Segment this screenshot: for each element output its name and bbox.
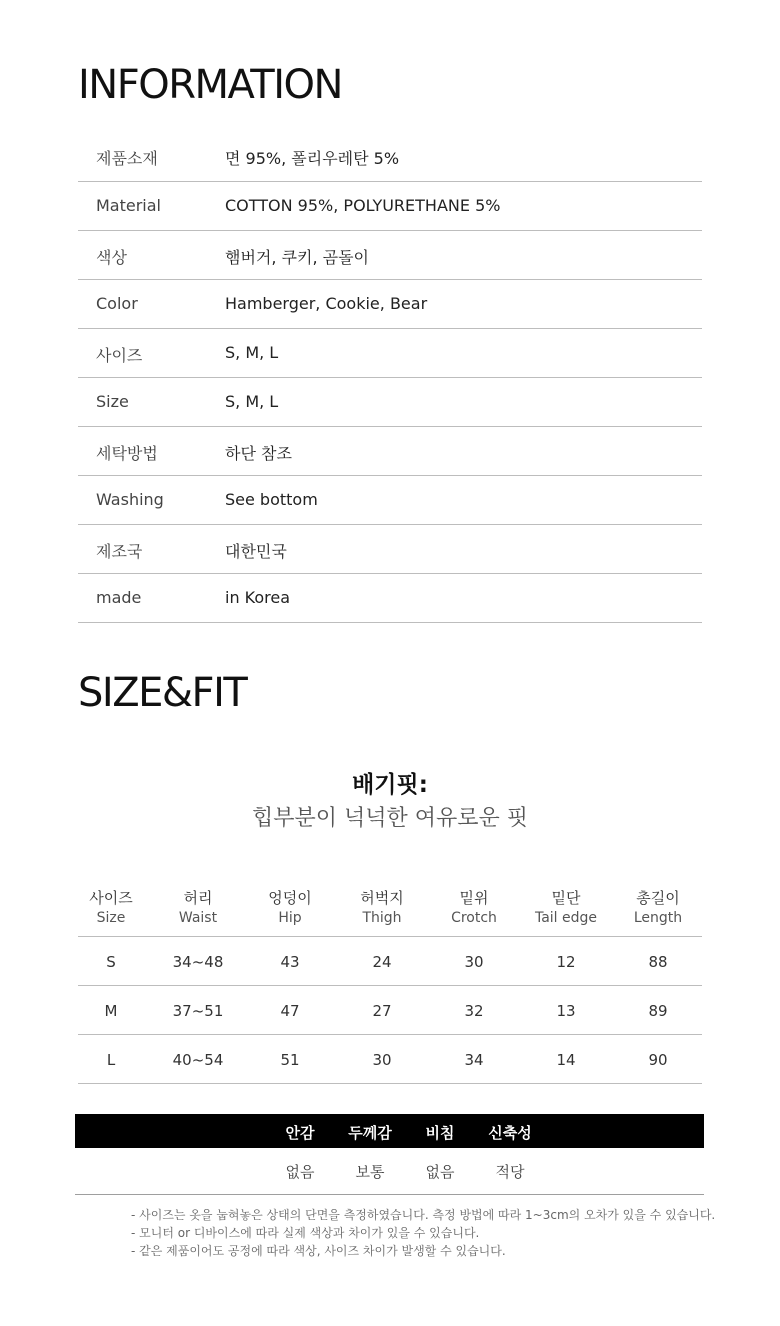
note-line: - 같은 제품이어도 공정에 따라 색상, 사이즈 차이가 발생할 수 있습니다. bbox=[131, 1244, 506, 1258]
table-cell: 27 bbox=[372, 1002, 392, 1020]
info-row bbox=[78, 182, 702, 231]
info-label: Washing bbox=[96, 490, 164, 509]
attribute-label: 비침 bbox=[425, 1124, 455, 1142]
table-cell: M bbox=[104, 1002, 118, 1020]
table-cell: 14 bbox=[556, 1051, 576, 1069]
header-en: Length bbox=[633, 910, 683, 926]
info-row bbox=[78, 231, 702, 280]
table-row bbox=[78, 937, 702, 986]
info-row bbox=[78, 476, 702, 525]
info-row bbox=[78, 378, 702, 427]
table-row bbox=[78, 1035, 702, 1084]
info-label: Color bbox=[96, 294, 138, 313]
info-value: 면 95%, 폴리우레탄 5% bbox=[225, 149, 400, 168]
header-ko: 밑단 bbox=[551, 889, 581, 907]
header-ko: 사이즈 bbox=[89, 889, 133, 907]
fit-description: 힙부분이 넉넉한 여유로운 핏 bbox=[251, 806, 528, 831]
info-label: 색상 bbox=[96, 248, 127, 267]
header-en: Waist bbox=[178, 910, 218, 926]
table-cell: 90 bbox=[648, 1051, 668, 1069]
table-cell: 13 bbox=[556, 1002, 576, 1020]
table-cell: 12 bbox=[556, 953, 576, 971]
info-value: 햄버거, 쿠키, 곰돌이 bbox=[225, 248, 369, 267]
info-label: Material bbox=[96, 196, 161, 215]
attribute-header-bar bbox=[75, 1114, 704, 1148]
attribute-label: 안감 bbox=[285, 1124, 315, 1142]
table-cell: 37~51 bbox=[172, 1002, 224, 1020]
table-cell: 88 bbox=[648, 953, 668, 971]
info-label: made bbox=[96, 588, 142, 607]
info-label: 사이즈 bbox=[96, 346, 143, 365]
size-table-header bbox=[78, 883, 702, 937]
information-title: INFORMATION bbox=[78, 62, 342, 108]
header-en: Crotch bbox=[451, 910, 497, 926]
table-cell: S bbox=[106, 953, 116, 971]
table-cell: 51 bbox=[280, 1051, 300, 1069]
info-row bbox=[78, 280, 702, 329]
information-table bbox=[78, 132, 702, 623]
header-en: Thigh bbox=[362, 910, 402, 926]
info-value: See bottom bbox=[225, 490, 318, 509]
table-cell: 43 bbox=[280, 953, 300, 971]
info-value: COTTON 95%, POLYURETHANE 5% bbox=[225, 196, 501, 215]
header-ko: 허리 bbox=[183, 889, 213, 907]
info-value: S, M, L bbox=[225, 343, 279, 362]
table-cell: L bbox=[106, 1051, 116, 1069]
info-row bbox=[78, 329, 702, 378]
info-label: Size bbox=[96, 392, 129, 411]
info-label: 세탁방법 bbox=[96, 444, 158, 463]
info-value: S, M, L bbox=[225, 392, 279, 411]
notes bbox=[131, 1206, 715, 1260]
info-row bbox=[78, 574, 702, 623]
fit-name: 배기핏: bbox=[352, 772, 428, 798]
attribute-values bbox=[75, 1148, 704, 1195]
note-line: - 모니터 or 디바이스에 따라 실제 색상과 차이가 있을 수 있습니다. bbox=[131, 1226, 480, 1240]
header-ko: 엉덩이 bbox=[268, 889, 312, 907]
header-en: Tail edge bbox=[534, 910, 598, 926]
table-cell: 89 bbox=[648, 1002, 668, 1020]
info-row bbox=[78, 525, 702, 574]
table-row bbox=[78, 986, 702, 1035]
table-cell: 34~48 bbox=[172, 953, 224, 971]
table-cell: 47 bbox=[280, 1002, 300, 1020]
table-cell: 32 bbox=[464, 1002, 484, 1020]
header-en: Hip bbox=[278, 910, 302, 926]
attribute-label: 두께감 bbox=[348, 1124, 392, 1142]
header-ko: 허벅지 bbox=[360, 889, 404, 907]
size-table bbox=[78, 883, 702, 1084]
attribute-label: 신축성 bbox=[488, 1124, 532, 1142]
table-cell: 40~54 bbox=[172, 1051, 224, 1069]
note-line: - 사이즈는 옷을 눕혀놓은 상태의 단면을 측정하였습니다. 측정 방법에 따라 1~3cm의 오차가 있을 수 있습니다. bbox=[131, 1208, 716, 1222]
info-row bbox=[78, 132, 702, 182]
table-cell: 30 bbox=[372, 1051, 392, 1069]
info-value: 하단 참조 bbox=[225, 444, 292, 463]
table-cell: 24 bbox=[372, 953, 392, 971]
header-en: Size bbox=[96, 910, 126, 926]
attribute-value: 없음 bbox=[425, 1163, 455, 1181]
size-fit-title: SIZE&FIT bbox=[78, 670, 247, 716]
info-value: in Korea bbox=[225, 588, 291, 607]
header-ko: 총길이 bbox=[636, 889, 680, 907]
info-value: 대한민국 bbox=[225, 542, 287, 561]
info-label: 제품소재 bbox=[96, 149, 158, 168]
table-cell: 34 bbox=[464, 1051, 484, 1069]
info-label: 제조국 bbox=[96, 542, 143, 561]
header-ko: 밑위 bbox=[459, 889, 489, 907]
info-row bbox=[78, 427, 702, 476]
attribute-value: 적당 bbox=[495, 1163, 525, 1181]
attribute-value: 보통 bbox=[355, 1163, 385, 1181]
attribute-value: 없음 bbox=[285, 1163, 315, 1181]
info-value: Hamberger, Cookie, Bear bbox=[225, 294, 428, 313]
table-cell: 30 bbox=[464, 953, 484, 971]
